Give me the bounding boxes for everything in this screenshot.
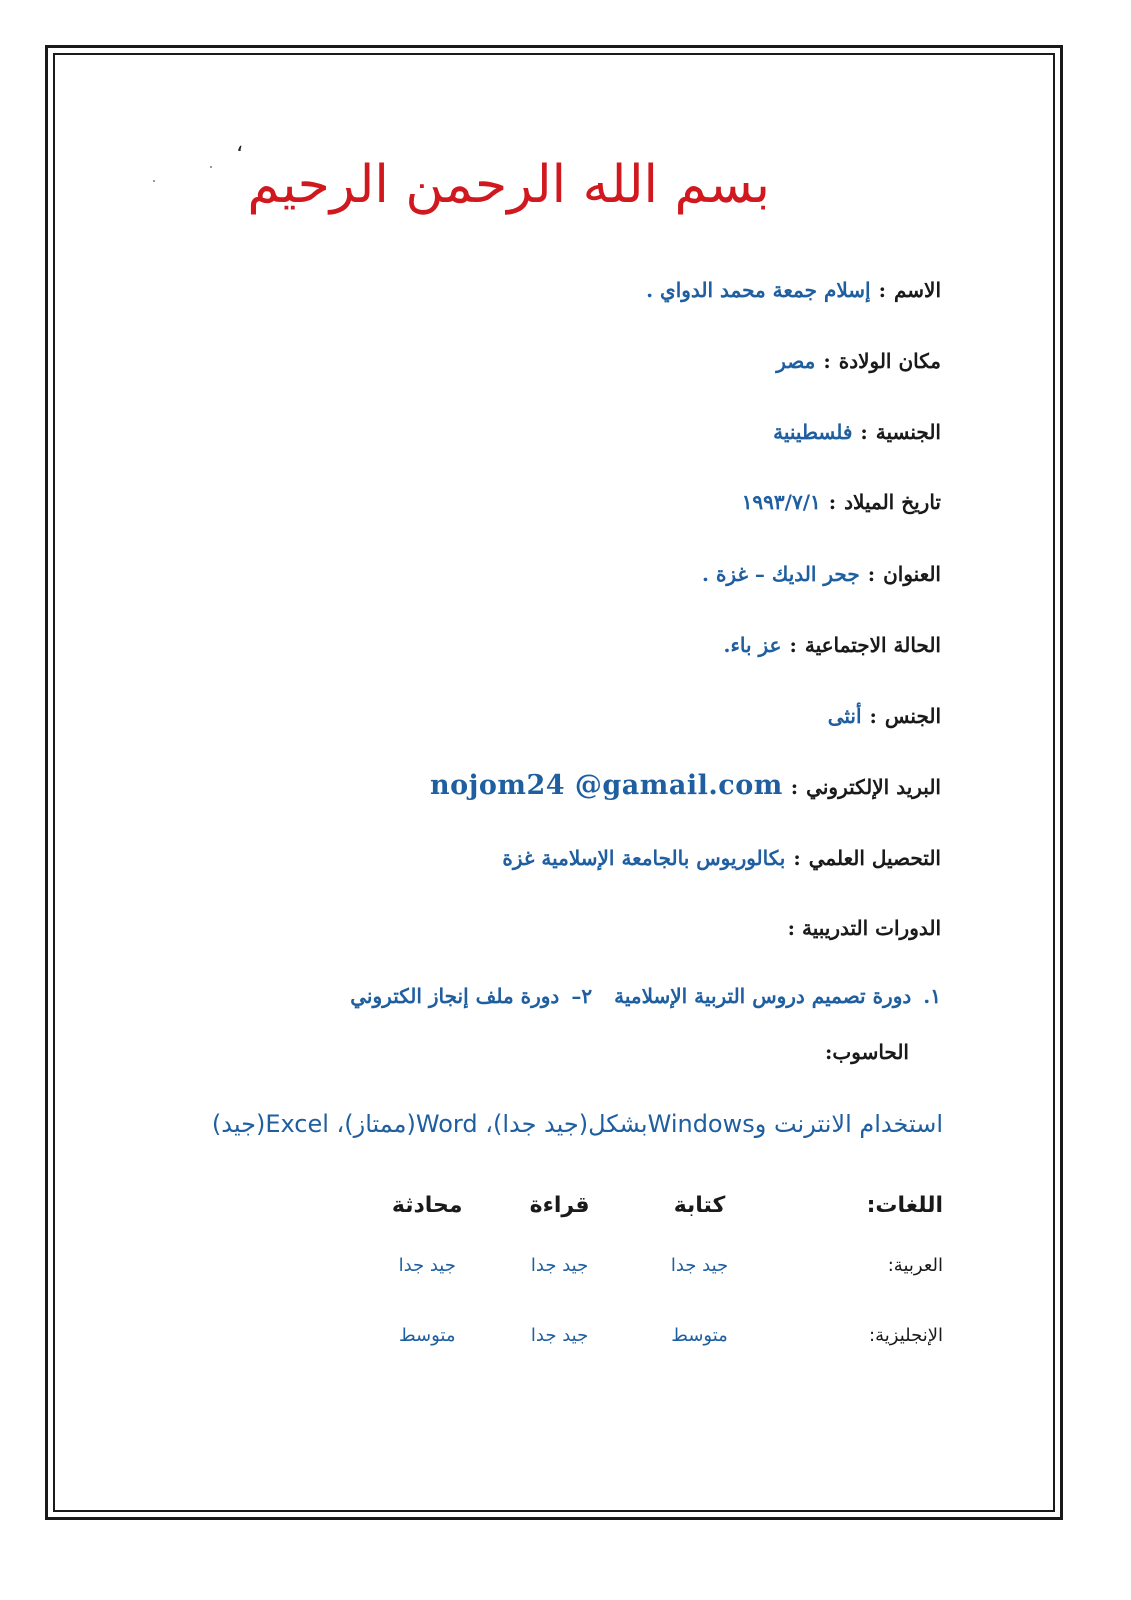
- computer-skills: استخدام الانترنت وWindowsبشكل(جيد جدا)، Word(ممتاز)، Excel(جيد): [211, 1110, 943, 1138]
- separator: :: [869, 704, 877, 728]
- languages-table: [360, 1180, 944, 1370]
- field-nationality: [773, 420, 941, 444]
- field-value: إسلام جمعة محمد الدواي .: [646, 278, 871, 302]
- basmala-heading: بسم الله الرحمن الرحيم: [247, 155, 770, 215]
- language-name: العربية:: [887, 1254, 943, 1276]
- computer-title: الحاسوب:: [825, 1040, 909, 1064]
- courses-list: [350, 984, 941, 1008]
- field-label: التحصيل العلمي: [808, 846, 941, 870]
- course-item: دورة تصميم دروس التربية الإسلامية: [614, 984, 912, 1008]
- speaking-level: متوسط: [398, 1324, 456, 1346]
- separator: :: [828, 490, 837, 514]
- field-value: مصر: [776, 349, 816, 373]
- field-education: [502, 846, 941, 870]
- stray-dot: [153, 180, 155, 182]
- stray-dot: [210, 166, 212, 168]
- field-value: ١٩٩٣/٧/١: [741, 490, 821, 514]
- writing-level: متوسط: [671, 1324, 728, 1346]
- field-value: أنثى: [827, 704, 862, 728]
- field-label: الاسم: [893, 278, 941, 302]
- field-gender: [828, 704, 941, 728]
- field-label: العنوان: [883, 562, 941, 586]
- field-value: فلسطينية: [773, 420, 853, 444]
- reading-level: جيد جدا: [530, 1254, 589, 1276]
- field-label: الحالة الاجتماعية: [804, 633, 941, 657]
- table-header-row: [360, 1180, 944, 1230]
- separator: :: [790, 775, 799, 799]
- column-header-speaking: محادثة: [391, 1192, 463, 1218]
- courses-title: الدورات التدريبية :: [787, 916, 941, 940]
- field-label: مكان الولادة: [838, 349, 941, 373]
- course-number: ٢–: [571, 984, 593, 1008]
- field-label: تاريخ الميلاد: [844, 490, 941, 514]
- field-address: [702, 562, 941, 586]
- separator: :: [860, 420, 868, 444]
- separator: :: [789, 633, 797, 657]
- field-birthplace: [776, 349, 941, 373]
- languages-title: اللغات:: [866, 1192, 943, 1218]
- writing-level: جيد جدا: [670, 1254, 729, 1276]
- email-value: nojom24 @gamail.com: [429, 770, 783, 801]
- separator: :: [878, 278, 886, 302]
- field-label: البريد الإلكتروني: [806, 775, 941, 799]
- field-value: جحر الديك – غزة .: [702, 562, 860, 586]
- field-value: بكالوريوس بالجامعة الإسلامية غزة: [502, 846, 786, 870]
- language-name: الإنجليزية:: [869, 1324, 943, 1346]
- speaking-level: جيد جدا: [398, 1254, 456, 1276]
- field-name: [646, 278, 941, 302]
- stray-mark: ،: [236, 132, 244, 157]
- separator: :: [867, 562, 876, 586]
- field-birthdate: [742, 490, 941, 514]
- course-item: دورة ملف إنجاز الكتروني: [350, 984, 560, 1008]
- table-row: [360, 1230, 944, 1300]
- column-header-writing: كتابة: [673, 1192, 726, 1218]
- field-marital-status: [723, 633, 941, 657]
- course-number: ١.: [923, 984, 941, 1008]
- field-label: الجنسية: [875, 420, 941, 444]
- field-email: [430, 770, 941, 801]
- separator: :: [793, 846, 801, 870]
- field-value: عز باء.: [723, 633, 782, 657]
- field-label: الجنس: [884, 704, 941, 728]
- separator: :: [823, 349, 831, 373]
- reading-level: جيد جدا: [530, 1324, 589, 1346]
- table-row: [360, 1300, 944, 1370]
- column-header-reading: قراءة: [529, 1192, 590, 1218]
